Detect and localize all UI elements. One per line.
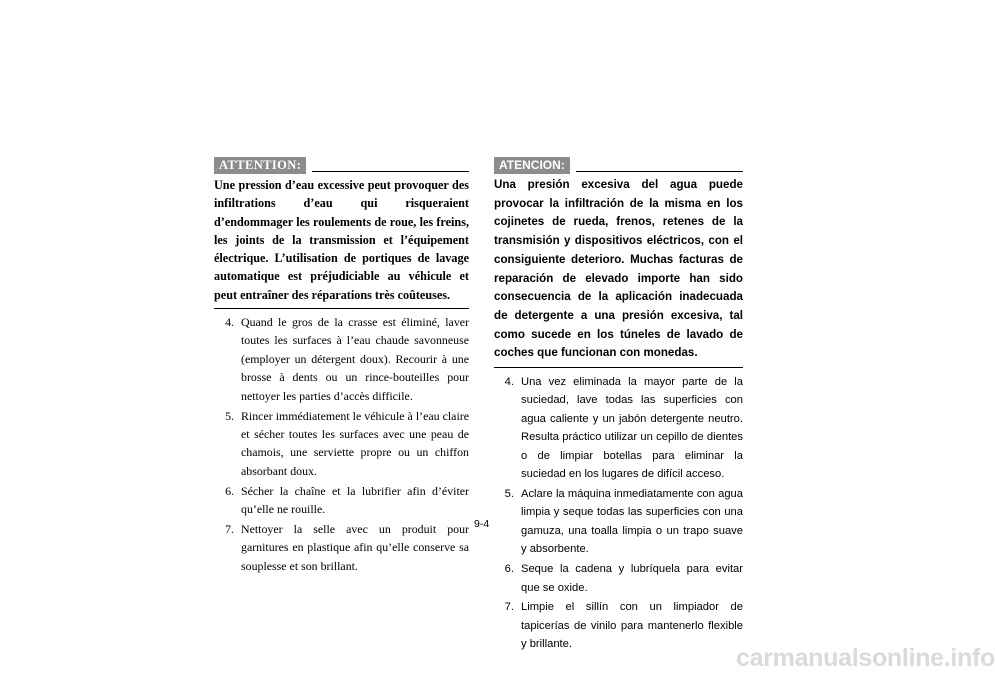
attention-header-rule-fr <box>312 171 469 172</box>
watermark: carmanualsonline.info <box>736 644 995 672</box>
attention-text-fr: Une pression d’eau excessive peut provoquer des infiltrations d’eau qui risqueraient d’endommager les roulements de roue, les freins, les joints de la transmission et l’équipement électrique. L’utilisation de portiques de lavage automatique est préjudiciable au véhicule et peut entraîner des réparations très coûteuses. <box>214 178 469 302</box>
list-item <box>214 407 469 481</box>
step-number: 4. <box>504 376 514 389</box>
step-number: 6. <box>504 563 514 576</box>
cleaning-steps-es <box>494 373 743 654</box>
attention-label-es: ATENCION: <box>494 157 570 174</box>
step-text: Sécher la chaîne et la lubrifier afin d’éviter qu’elle ne rouille. <box>241 483 469 517</box>
list-item <box>214 482 469 519</box>
cleaning-steps-fr <box>214 313 469 575</box>
step-text: Seque la cadena y lubríquela para evitar que se oxide. <box>521 563 743 594</box>
step-text: Nettoyer la selle avec un produit pour garnitures en plastique afin qu’elle conserve sa souplesse et son brillant. <box>241 522 469 573</box>
attention-bottom-rule-fr <box>214 308 469 309</box>
step-text: Rincer immédiatement le véhicule à l’eau claire et sécher toutes les surfaces avec une peau de chamois, une serviette propre ou un chiffon absorbant doux. <box>241 408 469 478</box>
page-number: 9-4 <box>474 518 490 530</box>
attention-header-es <box>494 154 743 174</box>
step-number: 5. <box>225 408 234 423</box>
list-item <box>494 560 743 597</box>
step-number: 4. <box>225 315 234 330</box>
french-column <box>214 154 469 577</box>
attention-label-fr: ATTENTION: <box>214 157 306 174</box>
list-item <box>214 313 469 405</box>
list-item <box>494 598 743 653</box>
step-text: Una vez eliminada la mayor parte de la suciedad, lave todas las superficies con agua caliente y un jabón detergente neutro. Resulta práctico utilizar un cepillo de dientes o de limpiar botellas para eliminar la suciedad en los lugares de difícil acceso. <box>521 376 743 481</box>
list-item <box>494 373 743 483</box>
step-number: 5. <box>504 487 514 500</box>
step-number: 7. <box>504 601 514 614</box>
step-text: Aclare la máquina inmediatamente con agua limpia y seque todas las superficies con una gamuza, una toalla limpia o un trapo suave y absorbente. <box>521 487 743 556</box>
step-text: Limpie el sillín con un limpiador de tapicerías de vinilo para mantenerlo flexible y brillante. <box>521 601 743 651</box>
spanish-column <box>494 154 743 655</box>
attention-header-rule-es <box>576 171 743 172</box>
step-text: Quand le gros de la crasse est éliminé, laver toutes les surfaces à l’eau chaude savonneuse (employer un détergent doux). Recourir à une brosse à dents ou un rince-bouteilles pour nettoyer les parties d’accès difficile. <box>241 315 469 403</box>
list-item <box>494 485 743 559</box>
step-number: 7. <box>225 522 234 537</box>
attention-header-fr <box>214 154 469 174</box>
attention-text-es: Una presión excesiva del agua puede provocar la infiltración de la misma en los cojinetes de rueda, frenos, retenes de la transmisión y dispositivos eléctricos, con el consiguiente deterioro. Muchas facturas de reparación de elevado importe han sido consecuencia de la aplicación inadecuada de detergente a una presión excesiva, tal como sucede en los túneles de lavado de coches que funcionan con monedas. <box>494 178 743 360</box>
attention-bottom-rule-es <box>494 367 743 368</box>
step-number: 6. <box>225 483 234 498</box>
list-item <box>214 520 469 575</box>
